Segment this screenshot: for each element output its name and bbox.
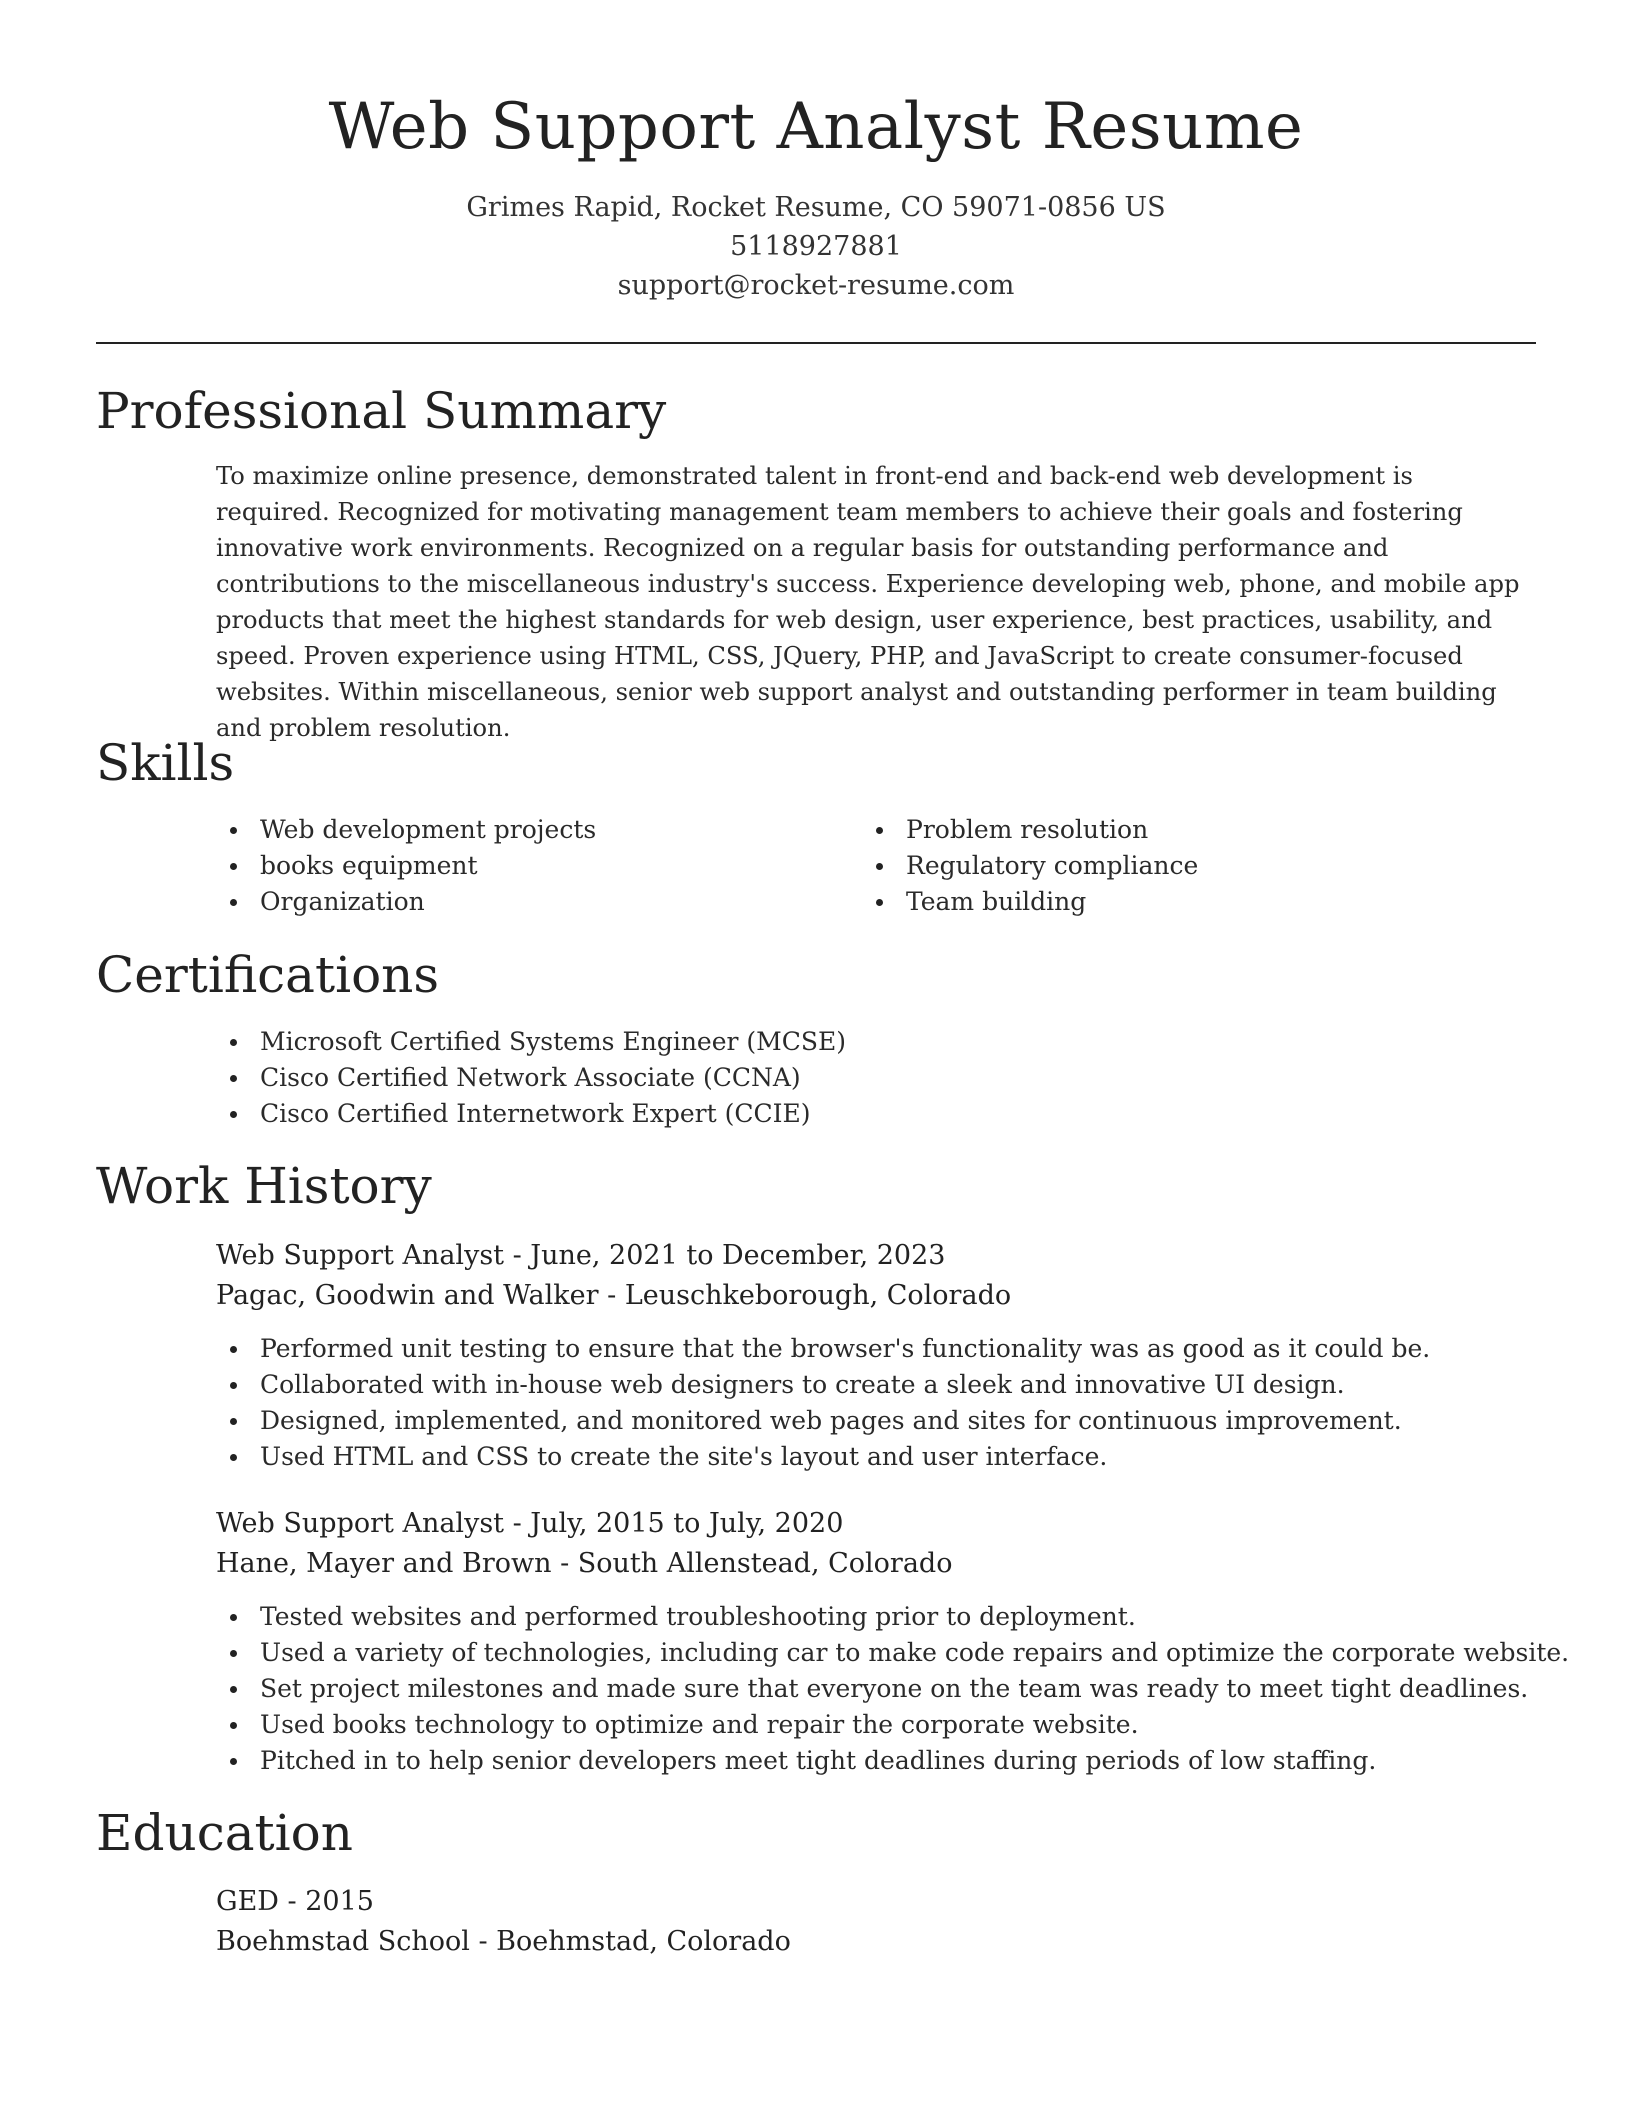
skill-item: Organization	[216, 884, 596, 920]
contact-phone: 5118927881	[730, 231, 902, 262]
education-degree-line: GED - 2015	[216, 1886, 374, 1917]
job-role-line: Web Support Analyst - June, 2021 to December, 2023	[216, 1240, 946, 1271]
skills-list-left	[216, 812, 596, 920]
job-bullets	[216, 1331, 1430, 1475]
skill-item: Regulatory compliance	[862, 848, 1198, 884]
section-title-work-history: Work History	[96, 1157, 432, 1215]
certification-item: Microsoft Certified Systems Engineer (MCSE)	[216, 1024, 846, 1060]
job-bullet: Designed, implemented, and monitored web pages and sites for continuous improvement.	[216, 1403, 1430, 1439]
job-role-line: Web Support Analyst - July, 2015 to July, 2020	[216, 1508, 844, 1539]
skill-item: Web development projects	[216, 812, 596, 848]
job-bullet: Pitched in to help senior developers meet tight deadlines during periods of low staffing.	[216, 1743, 1569, 1779]
skill-item: Problem resolution	[862, 812, 1198, 848]
section-title-skills: Skills	[96, 734, 235, 792]
contact-info	[96, 188, 1536, 305]
certification-item: Cisco Certified Network Associate (CCNA)	[216, 1060, 846, 1096]
job-bullet: Collaborated with in-house web designers to create a sleek and innovative UI design.	[216, 1367, 1430, 1403]
resume-title: Web Support Analyst Resume	[328, 90, 1304, 164]
skills-list-right	[862, 812, 1198, 920]
job-bullet: Used a variety of technologies, including car to make code repairs and optimize the corporate website.	[216, 1635, 1569, 1671]
header-divider	[96, 342, 1536, 344]
education-school-line: Boehmstad School - Boehmstad, Colorado	[216, 1926, 791, 1957]
job-company-line: Hane, Mayer and Brown - South Allenstead, Colorado	[216, 1548, 953, 1579]
section-title-certifications: Certifications	[96, 946, 440, 1004]
resume-header	[96, 84, 1536, 305]
certifications-list	[216, 1024, 846, 1132]
job-bullet: Set project milestones and made sure that everyone on the team was ready to meet tight deadlines.	[216, 1671, 1569, 1707]
section-title-education: Education	[96, 1804, 353, 1862]
skill-item: books equipment	[216, 848, 596, 884]
skill-item: Team building	[862, 884, 1198, 920]
section-title-summary: Professional Summary	[96, 382, 667, 440]
job-company-line: Pagac, Goodwin and Walker - Leuschkeborough, Colorado	[216, 1280, 1012, 1311]
job-bullet: Tested websites and performed troubleshooting prior to deployment.	[216, 1599, 1569, 1635]
certification-item: Cisco Certified Internetwork Expert (CCIE)	[216, 1096, 846, 1132]
job-bullets	[216, 1599, 1569, 1779]
contact-address: Grimes Rapid, Rocket Resume, CO 59071-0856 US	[466, 192, 1166, 223]
contact-email: support@rocket-resume.com	[617, 270, 1015, 301]
job-bullet: Used books technology to optimize and repair the corporate website.	[216, 1707, 1569, 1743]
job-bullet: Performed unit testing to ensure that the browser's functionality was as good as it could be.	[216, 1331, 1430, 1367]
summary-text: To maximize online presence, demonstrated talent in front-end and back-end web development is required. Recognized for motivating management team members to achieve their goals and fostering innovative work environments. Recognized on a regular basis for outstanding performance and contributions to the miscellaneous industry's success. Experience developing web, phone, and mobile app products that meet the highest standards for web design, user experience, best practices, usability, and speed. Proven experience using HTML, CSS, JQuery, PHP, and JavaScript to create consumer-focused websites. Within miscellaneous, senior web support analyst and outstanding performer in team building and problem resolution.	[216, 462, 1520, 742]
job-bullet: Used HTML and CSS to create the site's layout and user interface.	[216, 1439, 1430, 1475]
